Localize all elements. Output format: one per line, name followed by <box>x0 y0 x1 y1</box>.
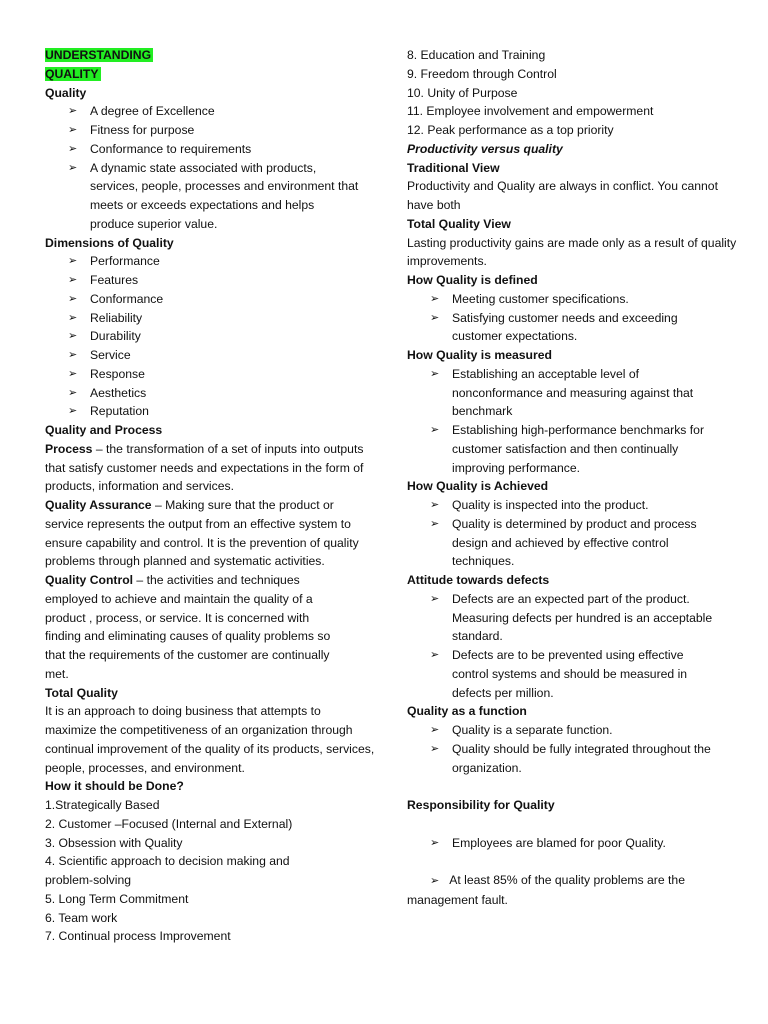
right-column <box>407 46 737 910</box>
left-column <box>45 46 375 946</box>
bullet-arrow-icon: ➢ <box>430 836 440 849</box>
list-item: ➢ Defects are an expected part of the product. Measuring defects per hundred is an acceptable standard. <box>430 591 713 644</box>
bullet-arrow-icon: ➢ <box>430 424 440 436</box>
list-item: 3. Obsession with Quality <box>45 835 183 850</box>
list-item: 1.Strategically Based <box>45 798 160 812</box>
quality-process-heading: Quality and Process <box>45 423 163 437</box>
productivity-quality-heading: Productivity versus quality <box>407 141 563 156</box>
list-item: 4. Scientific approach to decision making and problem-solving <box>45 854 290 887</box>
bullet-arrow-icon: ➢ <box>68 274 78 286</box>
list-item: ➢ Performance <box>45 252 375 271</box>
total-quality-view-heading: Total Quality View <box>407 216 511 231</box>
bullet-arrow-icon: ➢ <box>68 142 78 155</box>
responsibility-heading: Responsibility for Quality <box>407 798 555 812</box>
bullet-arrow-icon: ➢ <box>68 386 78 399</box>
list-item: 7. Continual process Improvement <box>45 929 231 944</box>
list-item: ➢ Response <box>45 365 375 384</box>
process-paragraph: Process – the transformation of a set of inputs into outputs that satisfy customer needs and expectations in the form of products, information and services. <box>45 441 364 494</box>
bullet-arrow-icon: ➢ <box>430 724 440 736</box>
list-item: 12. Peak performance as a top priority <box>407 123 614 137</box>
list-item: 8. Education and Training <box>407 48 546 62</box>
list-item: ➢ Aesthetics <box>45 384 375 403</box>
list-item: 6. Team work <box>45 910 118 925</box>
bullet-arrow-icon: ➢ <box>68 292 78 305</box>
list-item: ➢ Quality should be fully integrated throughout the organization. <box>430 741 711 775</box>
qa-paragraph: Quality Assurance – Making sure that the product or service represents the output from an effective system to ensure capability and control. It is the prevention of quality problems through planned and systematic activities. <box>45 498 359 569</box>
bullet-arrow-icon: ➢ <box>68 367 78 380</box>
bullet-arrow-icon: ➢ <box>68 161 78 174</box>
qc-paragraph: Quality Control – the activities and techniques employed to achieve and maintain the quality of a product , process, or service. It is concerned with finding and eliminating causes of quality problems so that the requirements of the customer are continually met. <box>45 573 331 681</box>
spacer <box>407 852 737 871</box>
bullet-arrow-icon: ➢ <box>68 311 78 324</box>
list-item: 10. Unity of Purpose <box>407 85 518 100</box>
dimensions-heading: Dimensions of Quality <box>45 235 174 250</box>
doc-title-line-1: UNDERSTANDING <box>45 48 152 62</box>
list-item: 5. Long Term Commitment <box>45 891 189 906</box>
doc-title-line-2: QUALITY <box>45 66 99 81</box>
list-item: 11. Employee involvement and empowerment <box>407 104 654 119</box>
bullet-arrow-icon: ➢ <box>430 311 440 324</box>
list-item: ➢ Service <box>45 346 375 365</box>
bullet-arrow-icon: ➢ <box>430 742 440 755</box>
spacer <box>407 777 737 796</box>
list-item: ➢ Reputation <box>45 402 375 421</box>
defined-heading: How Quality is defined <box>407 273 538 287</box>
list-item: ➢ Reliability <box>45 309 375 328</box>
bullet-arrow-icon: ➢ <box>68 124 78 136</box>
list-item: ➢ Quality is inspected into the product. <box>407 496 737 515</box>
list-item: ➢ Conformance to requirements <box>45 140 375 159</box>
function-heading: Quality as a function <box>407 704 527 719</box>
list-item: ➢ Features <box>45 271 375 290</box>
measured-heading: How Quality is measured <box>407 348 552 362</box>
bullet-arrow-icon: ➢ <box>68 349 78 361</box>
bullet-arrow-icon: ➢ <box>430 592 440 605</box>
list-item: ➢ Satisfying customer needs and exceeding customer expectations. <box>430 310 678 344</box>
list-item: ➢ Establishing high-performance benchmarks for customer satisfaction and then continually improving performance. <box>430 423 704 475</box>
bullet-arrow-icon: ➢ <box>430 517 440 530</box>
how-done-heading: How it should be Done? <box>45 779 184 794</box>
total-quality-view-text: Lasting productivity gains are made only as a result of quality improvements. <box>407 235 737 269</box>
list-item: ➢ At least 85% of the quality problems are the management fault. <box>407 873 685 907</box>
list-item: ➢ Durability <box>45 327 375 346</box>
bullet-arrow-icon: ➢ <box>430 499 440 511</box>
achieved-heading: How Quality is Achieved <box>407 479 549 494</box>
list-item: ➢ Meeting customer specifications. <box>407 290 737 309</box>
list-item: ➢ Conformance <box>45 290 375 309</box>
total-quality-heading: Total Quality <box>45 685 118 700</box>
bullet-arrow-icon: ➢ <box>68 405 78 418</box>
list-item: 2. Customer –Focused (Internal and External) <box>45 816 293 831</box>
list-item: ➢ Quality is a separate function. <box>407 721 737 740</box>
list-item: ➢ A degree of Excellence <box>45 102 375 121</box>
list-item: ➢ Defects are to be prevented using effective control systems and should be measured in defects per million. <box>430 648 688 700</box>
bullet-arrow-icon: ➢ <box>68 330 78 343</box>
bullet-arrow-icon: ➢ <box>430 875 440 887</box>
bullet-arrow-icon: ➢ <box>68 105 78 118</box>
traditional-view-heading: Traditional View <box>407 160 500 175</box>
quality-heading: Quality <box>45 85 87 100</box>
traditional-view-text: Productivity and Quality are always in conflict. You cannot have both <box>407 179 718 212</box>
bullet-arrow-icon: ➢ <box>430 292 440 305</box>
list-item: ➢ Employees are blamed for poor Quality. <box>407 834 737 853</box>
total-quality-paragraph: It is an approach to doing business that attempts to maximize the competitiveness of an organization through continual improvement of the quality of its products, services, people, processes, and environment. <box>45 704 375 775</box>
bullet-arrow-icon: ➢ <box>68 255 78 268</box>
list-item: ➢ Quality is determined by product and process design and achieved by effective control techniques. <box>430 516 697 569</box>
spacer <box>407 815 737 834</box>
bullet-arrow-icon: ➢ <box>430 649 440 661</box>
defects-heading: Attitude towards defects <box>407 573 550 587</box>
bullet-arrow-icon: ➢ <box>430 367 440 380</box>
list-item: ➢ Establishing an acceptable level of nonconformance and measuring against that benchmark <box>430 366 694 419</box>
list-item: ➢ Fitness for purpose <box>45 121 375 140</box>
list-item: ➢ A dynamic state associated with products, services, people, processes and environment that meets or exceeds expectations and helps produce superior value. <box>68 160 359 231</box>
list-item: 9. Freedom through Control <box>407 66 557 81</box>
